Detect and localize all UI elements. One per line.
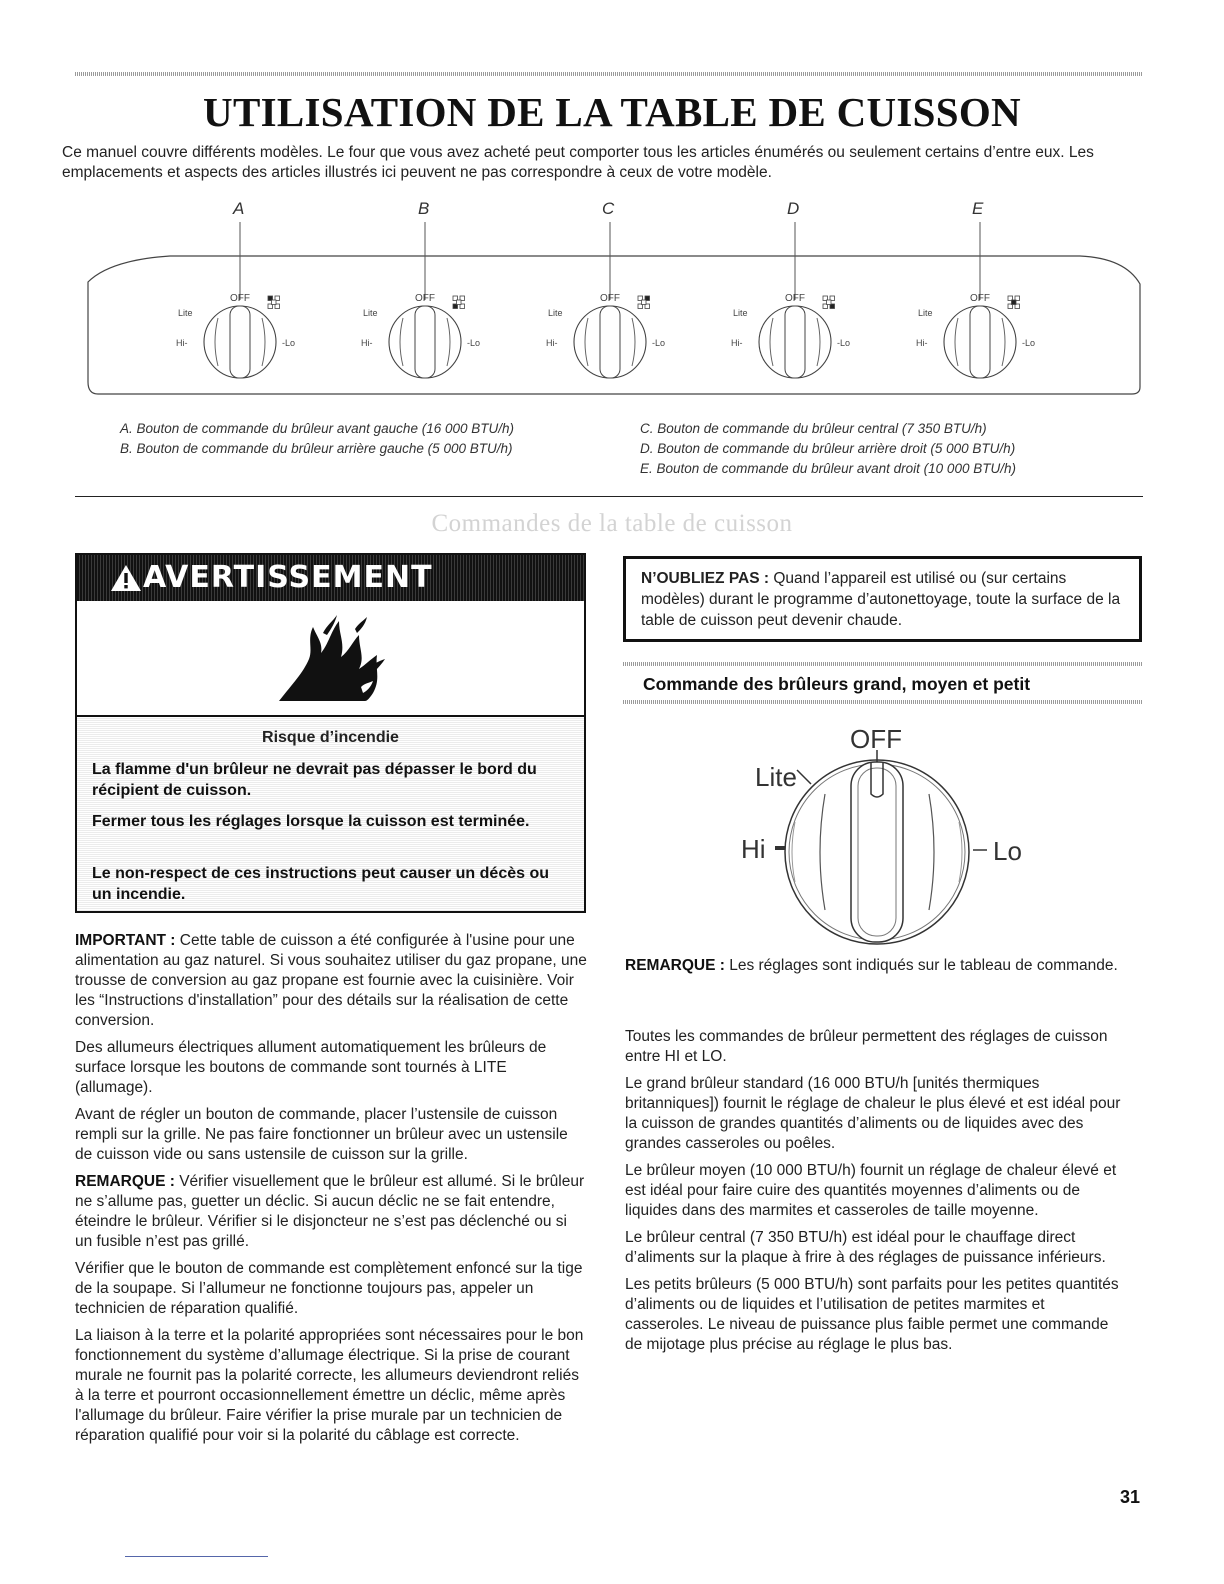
right-column-body <box>625 1027 1125 1362</box>
warning-header <box>77 555 584 601</box>
knob-check-paragraph: Vérifier que le bouton de commande est complètement enfoncé sur la tige de la soupape. Si l’allumeur ne fonctionne toujours pas, appeler un technicien de réparation qualifié. <box>75 1260 583 1317</box>
panel-knob-lite-label: Lite <box>733 308 748 318</box>
diagram-letter-a: A <box>233 199 245 218</box>
caption-d: D. Bouton de commande du brûleur arrière droit (5 000 BTU/h) <box>640 441 1016 456</box>
warning-paragraph-2: Fermer tous les réglages lorsque la cuisson est terminée. <box>92 813 530 830</box>
small-burner-paragraph: Les petits brûleurs (5 000 BTU/h) sont parfaits pour les petites quantités d’aliments ou de liquides et l’utilisation de petites marmites et casseroles. Le niveau de puissance plus faible permet une commande de mijotage plus précise au réglage le plus bas. <box>625 1276 1119 1353</box>
large-knob-lo-label: Lo <box>993 836 1022 866</box>
hi-lo-paragraph: Toutes les commandes de brûleur permettent des réglages de cuisson entre HI et LO. <box>625 1028 1108 1065</box>
panel-knob-lo-label: -Lo <box>1022 338 1036 348</box>
large-knob-hi-label: Hi <box>741 834 766 864</box>
panel-knob-hi-label: Hi- <box>731 338 743 348</box>
panel-knob-d <box>731 222 850 378</box>
remember-text: N’OUBLIEZ PAS : Quand l’appareil est utilisé ou (sur certains modèles) durant le programme d’autonettoyage, toute la surface de la table de cuisson peut devenir chaude. <box>641 570 1121 629</box>
remark-paragraph: REMARQUE : Vérifier visuellement que le brûleur est allumé. Si le brûleur ne s’allume pas, guetter un déclic. Si aucun déclic ne se fait entendre, éteindre le brûleur. Vérifier si le disjoncteur ne s’est pas déclenché ou si un fusible n’est pas grillé. <box>75 1173 585 1250</box>
subhead-rule-top <box>623 662 1143 666</box>
subhead-rule-bottom <box>623 700 1143 704</box>
panel-knob-off-label: OFF <box>785 293 805 304</box>
panel-knob-off-label: OFF <box>600 293 620 304</box>
burner-position-marker <box>272 300 277 305</box>
panel-knob-a <box>176 222 295 378</box>
panel-knob-lo-label: -Lo <box>467 338 481 348</box>
igniter-paragraph: Des allumeurs électriques allument automatiquement les brûleurs de surface lorsque les boutons de commande sont tournés à LITE (allumage). <box>75 1039 547 1096</box>
risk-title: Risque d’incendie <box>262 729 399 746</box>
important-paragraph: IMPORTANT : Cette table de cuisson a été configurée à l'usine pour une alimentation au gaz naturel. Si vous souhaitez utiliser du gaz propane, une trousse de conversion au gaz propane est fournie avec la cuisinière. Voir les “Instructions d'installation” pour des détails sur la réalisation de cette conversion. <box>75 932 587 1029</box>
fire-icon <box>273 613 389 705</box>
cookware-paragraph: Avant de régler un bouton de commande, placer l’ustensile de cuisson rempli sur la grille. Ne pas faire fonctionner un brûleur avec un ustensile de cuisson vide ou sans ustensile de cuisson sur la grille. <box>75 1106 568 1163</box>
page-title: UTILISATION DE LA TABLE DE CUISSON <box>203 89 1021 135</box>
footer-line <box>125 1556 268 1557</box>
page-number: 31 <box>1120 1487 1141 1507</box>
panel-knob-hi-label: Hi- <box>546 338 558 348</box>
caption-a: A. Bouton de commande du brûleur avant gauche (16 000 BTU/h) <box>120 421 514 436</box>
right-remark-paragraph: REMARQUE : Les réglages sont indiqués sur le tableau de commande. <box>625 957 1118 974</box>
warning-text-area <box>77 717 584 911</box>
panel-knob-off-label: OFF <box>415 293 435 304</box>
top-rule <box>75 72 1143 76</box>
large-knob-lite-label: Lite <box>755 762 797 792</box>
caption-e: E. Bouton de commande du brûleur avant droit (10 000 BTU/h) <box>640 461 1016 476</box>
section-title: Commandes de la table de cuisson <box>431 510 793 537</box>
panel-knob-lo-label: -Lo <box>652 338 666 348</box>
panel-knob-lite-label: Lite <box>918 308 933 318</box>
remember-label: N’OUBLIEZ PAS : <box>641 570 770 587</box>
important-label: IMPORTANT : <box>75 932 176 949</box>
warning-paragraph-1: La flamme d'un brûleur ne devrait pas dépasser le bord du récipient de cuisson. <box>92 761 537 799</box>
center-burner-paragraph: Le brûleur central (7 350 BTU/h) est idéal pour le chauffage direct d’aliments sur la plaque à frire à des réglages de puissance inférieurs. <box>625 1229 1106 1266</box>
panel-knob-off-label: OFF <box>970 293 990 304</box>
caption-b: B. Bouton de commande du brûleur arrière gauche (5 000 BTU/h) <box>120 441 513 456</box>
burner-position-marker <box>827 300 832 305</box>
warning-icon-area <box>77 601 584 717</box>
remark-label: REMARQUE : <box>75 1173 175 1190</box>
diagram-letter-b: B <box>418 199 430 218</box>
medium-burner-paragraph: Le brûleur moyen (10 000 BTU/h) fournit un réglage de chaleur élevé et est idéal pour faire cuire des quantités moyennes d’aliments ou de liquides dans des marmites et casseroles de taille moyenne. <box>625 1162 1117 1219</box>
caption-c: C. Bouton de commande du brûleur central (7 350 BTU/h) <box>640 421 987 436</box>
diagram-letter-e: E <box>972 199 984 218</box>
panel-knob-hi-label: Hi- <box>361 338 373 348</box>
panel-knob-hi-label: Hi- <box>916 338 928 348</box>
remember-box <box>623 556 1142 642</box>
panel-knob-lo-label: -Lo <box>837 338 851 348</box>
burner-position-marker <box>457 300 462 305</box>
section-divider <box>75 496 1143 497</box>
warning-title: AVERTISSEMENT <box>143 560 433 595</box>
panel-knob-lo-label: -Lo <box>282 338 296 348</box>
diagram-letter-d: D <box>787 199 800 218</box>
large-burner-paragraph: Le grand brûleur standard (16 000 BTU/h [unités thermiques britanniques]) fournit le réglage de chaleur le plus élevé et est idéal pour la cuisson de grandes quantités d’aliments ou de liquides avec des grandes casseroles ou poêles. <box>625 1075 1121 1152</box>
panel-knob-lite-label: Lite <box>178 308 193 318</box>
large-knob-off-label: OFF <box>850 724 902 754</box>
panel-knob-off-label: OFF <box>230 293 250 304</box>
panel-knob-c <box>546 222 665 378</box>
panel-knob-hi-label: Hi- <box>176 338 188 348</box>
control-panel-diagram <box>80 222 1150 402</box>
subhead-burner-control: Commande des brûleurs grand, moyen et petit <box>643 674 1031 694</box>
panel-knob-lite-label: Lite <box>363 308 378 318</box>
panel-knob-e <box>916 222 1035 378</box>
burner-position-marker <box>642 300 647 305</box>
warning-paragraph-3: Le non-respect de ces instructions peut causer un décès ou un incendie. <box>92 865 550 903</box>
burner-position-marker <box>1012 300 1017 305</box>
right-remark-label: REMARQUE : <box>625 957 725 974</box>
right-remark <box>625 956 1125 983</box>
caption-column-right <box>640 419 1016 479</box>
polarity-paragraph: La liaison à la terre et la polarité appropriées sont nécessaires pour le bon fonctionnement du système d’allumage électrique. Si la prise de courant murale ne fournit pas la polarité correcte, les allumeurs deviendront reliés à la terre et pourront occasionnellement émettre un déclic, même après l'allumage du brûleur. Faire vérifier la prise murale par un technicien de réparation qualifié pour voir si la polarité du câblage est correcte. <box>75 1327 584 1444</box>
diagram-letter-c: C <box>602 199 615 218</box>
warning-triangle-icon <box>110 563 142 593</box>
large-knob-diagram <box>725 722 1045 952</box>
panel-knob-b <box>361 222 480 378</box>
warning-box <box>75 553 586 913</box>
panel-knob-lite-label: Lite <box>548 308 563 318</box>
left-column <box>75 931 587 1453</box>
caption-column-left <box>120 419 514 459</box>
intro-paragraph: Ce manuel couvre différents modèles. Le four que vous avez acheté peut comporter tous les articles énumérés ou seulement certains d’entre eux. Les emplacements et aspects des articles illustrés ici peuvent ne pas correspondre à ceux de votre modèle. <box>62 144 1094 181</box>
